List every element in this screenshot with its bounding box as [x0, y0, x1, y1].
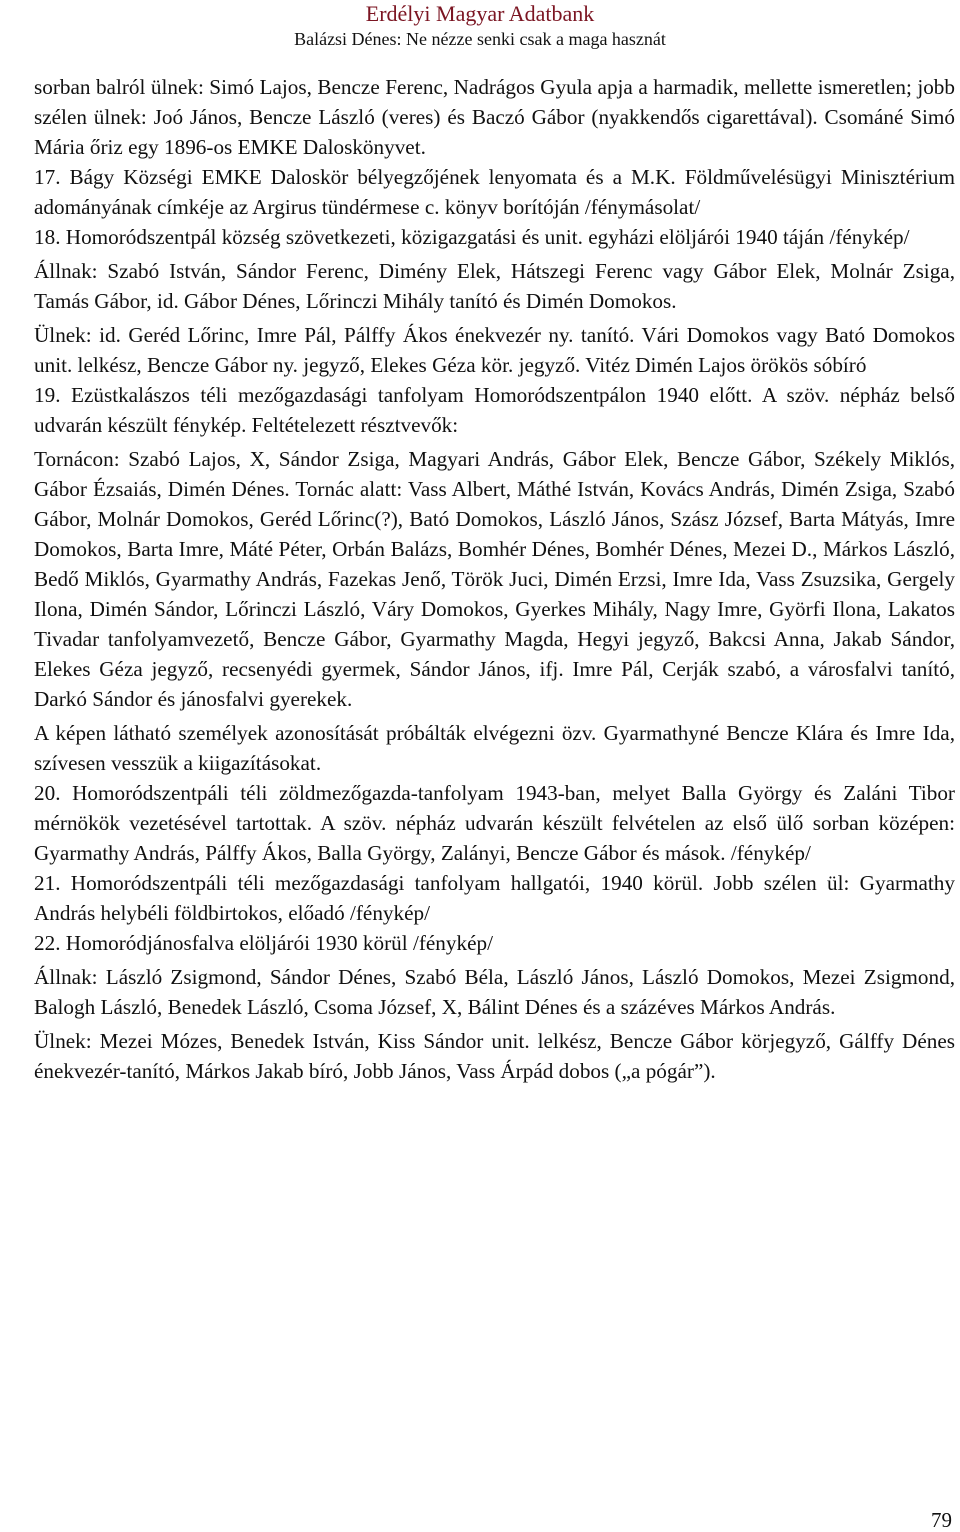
- site-title: Erdélyi Magyar Adatbank: [365, 1, 595, 26]
- paragraph-item-18: 18. Homoródszentpál község szövetkezeti, közigazgatási és unit. egyházi elöljárói 1940 táján /fénykép/: [34, 225, 910, 249]
- page-header: [0, 0, 960, 60]
- paragraph-participants-19: Tornácon: Szabó Lajos, X, Sándor Zsiga, Magyari András, Gábor Elek, Bencze Gábor, Székely Miklós, Gábor Ézsaiás, Dimén Dénes. Tornác alatt: Vass Albert, Máthé István, Kovács András, Dimén Zsiga, Szabó Gábor, Molnár Domokos, Geréd Lőrinc(?), Bató Domokos, László János, Szász József, Barta Mátyás, Imre Domokos, Barta Imre, Máté Péter, Orbán Balázs, Bomhér Dénes, Bomhér Dénes, Mezei D., Márkos László, Bedő Miklós, Gyarmathy András, Fazekas Jenő, Török Juci, Dimén Erzsi, Imre Ida, Vass Zsuzsika, Gergely Ilona, Dimén Sándor, Lőrinczi László, Váry Domokos, Gyerkes Mihály, Nagy Imre, Györfi Ilona, Lakatos Tivadar tanfolyamvezető, Bencze Gábor, Gyarmathy Magda, Hegyi jegyző, Bakcsi Anna, Jakab Sándor, Elekes Géza jegyző, recsenyédi gyermek, Sándor János, ifj. Imre Pál, Cerják szabó, a városfalvi tanító, Darkó Sándor és jánosfalvi gyerekek.: [34, 447, 955, 711]
- paragraph-item-17: 17. Bágy Községi EMKE Daloskör bélyegzőjének lenyomata és a M.K. Földművelésügyi Minisztérium adományának címkéje az Argirus tündérmese c. könyv borítóján /fénymásolat/: [34, 165, 955, 219]
- paragraph-item-21: 21. Homoródszentpáli téli mezőgazdasági tanfolyam hallgatói, 1940 körül. Jobb szélen ül: Gyarmathy András helybéli földbirtokos, előadó /fénykép/: [34, 871, 955, 925]
- paragraph-intro: sorban balról ülnek: Simó Lajos, Bencze Ferenc, Nadrágos Gyula apja a harmadik, mellette ismeretlen; jobb szélen ülnek: Joó János, Bencze László (veres) és Baczó Gábor (nyakkendős cigarettával). Csománé Simó Mária őriz egy 1896-os EMKE Daloskönyvet.: [34, 75, 955, 159]
- paragraph-allnak-18: Állnak: Szabó István, Sándor Ferenc, Dimény Elek, Hátszegi Ferenc vagy Gábor Elek, Molnár Zsiga, Tamás Gábor, id. Gábor Dénes, Lőrinczi Mihály tanító és Dimén Domokos.: [34, 259, 955, 313]
- paragraph-allnak-22: Állnak: László Zsigmond, Sándor Dénes, Szabó Béla, László János, László Domokos, Mezei Zsigmond, Balogh László, Benedek László, Csoma József, X, Bálint Dénes és a százéves Márkos András.: [34, 965, 955, 1019]
- paragraph-ulnek-18: Ülnek: id. Geréd Lőrinc, Imre Pál, Pálffy Ákos énekvezér ny. tanító. Vári Domokos vagy Bató Domokos unit. lelkész, Bencze Gábor ny. jegyző, Elekes Géza kör. jegyző. Vitéz Dimén Lajos örökös sóbíró: [34, 323, 955, 377]
- document-subtitle: Balázsi Dénes: Ne nézze senki csak a maga hasznát: [294, 29, 666, 49]
- paragraph-item-20: 20. Homoródszentpáli téli zöldmezőgazda-tanfolyam 1943-ban, melyet Balla György és Zaláni Tibor mérnökök vezetésével tartottak. A szöv. népház udvarán készült felvételen az első ülő sorban középen: Gyarmathy András, Pálffy Ákos, Balla György, Zalányi, Bencze Gábor és mások. /fénykép/: [34, 781, 955, 865]
- paragraph-item-19: 19. Ezüstkalászos téli mezőgazdasági tanfolyam Homoródszentpálon 1940 előtt. A szöv. népház belső udvarán készült fénykép. Feltételezett résztvevők:: [34, 383, 955, 437]
- paragraph-ulnek-22: Ülnek: Mezei Mózes, Benedek István, Kiss Sándor unit. lelkész, Bencze Gábor körjegyző, Gálffy Dénes énekvezér-tanító, Márkos Jakab bíró, Jobb János, Vass Árpád dobos („a pógár”).: [34, 1029, 955, 1083]
- document-body: [34, 72, 955, 1086]
- paragraph-item-22: 22. Homoródjánosfalva elöljárói 1930 körül /fénykép/: [34, 931, 493, 955]
- paragraph-identification-note: A képen látható személyek azonosítását próbálták elvégezni özv. Gyarmathyné Bencze Klára és Imre Ida, szívesen vesszük a kiigazításokat.: [34, 721, 955, 775]
- page-number: 79: [931, 1508, 952, 1532]
